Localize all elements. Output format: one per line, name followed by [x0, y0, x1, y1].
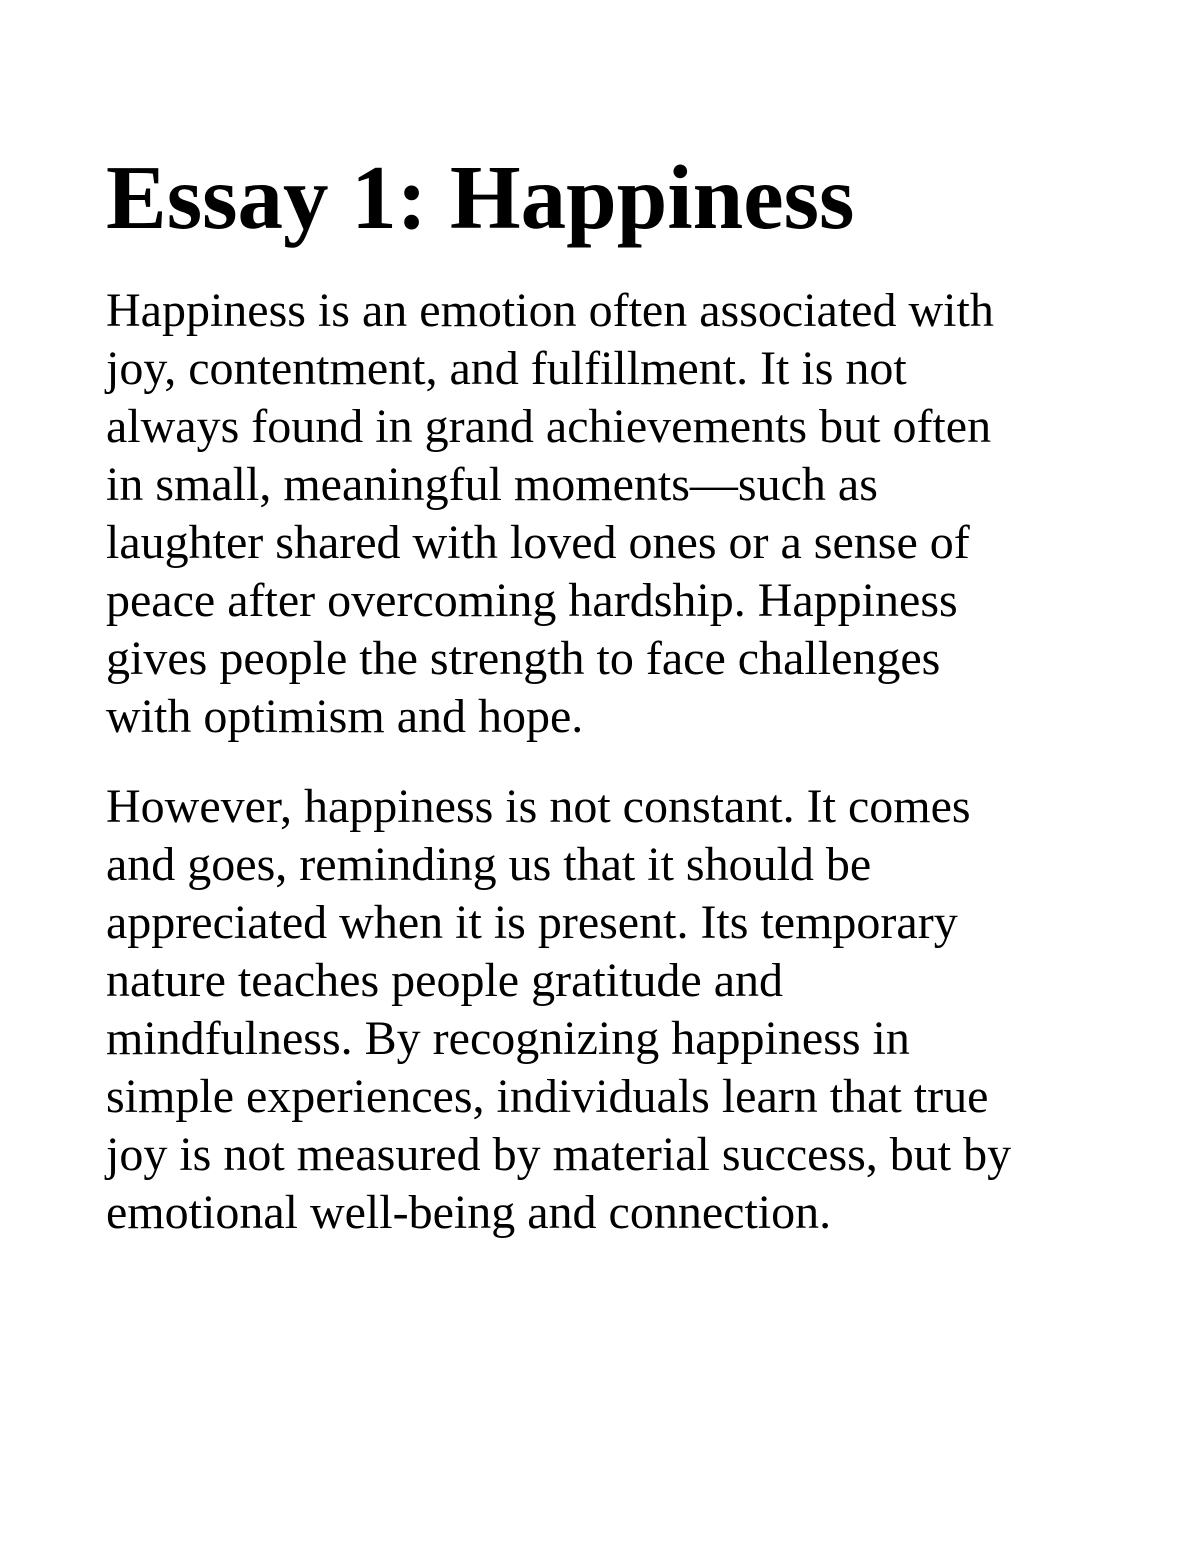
- paragraph-1-line: in small, meaningful moments—such as: [106, 458, 878, 511]
- paragraph-2-line: mindfulness. By recognizing happiness in: [106, 1012, 910, 1065]
- paragraph-1-line: always found in grand achievements but often: [106, 400, 992, 453]
- paragraph-2-line: and goes, reminding us that it should be: [106, 838, 872, 891]
- paragraph-2-line: nature teaches people gratitude and: [106, 954, 784, 1007]
- paragraph-2-line: However, happiness is not constant. It comes: [106, 780, 971, 833]
- paragraph-1-line: gives people the strength to face challenges: [106, 632, 941, 685]
- paragraph-1-line: laughter shared with loved ones or a sense of: [106, 516, 970, 569]
- paragraph-1-line: peace after overcoming hardship. Happiness: [106, 574, 958, 627]
- paragraph-2-line: simple experiences, individuals learn that true: [106, 1070, 989, 1123]
- paragraph-1-line: Happiness is an emotion often associated with: [106, 284, 994, 337]
- paragraph-2-line: appreciated when it is present. Its temporary: [106, 896, 958, 949]
- paragraph-2-line: emotional well-being and connection.: [106, 1186, 832, 1239]
- paragraph-1-line: joy, contentment, and fulfillment. It is not: [106, 342, 907, 395]
- paragraph-1-line: with optimism and hope.: [106, 690, 584, 743]
- paragraph-2-line: joy is not measured by material success, but by: [106, 1128, 1012, 1181]
- page-title: Essay 1: Happiness: [106, 147, 855, 248]
